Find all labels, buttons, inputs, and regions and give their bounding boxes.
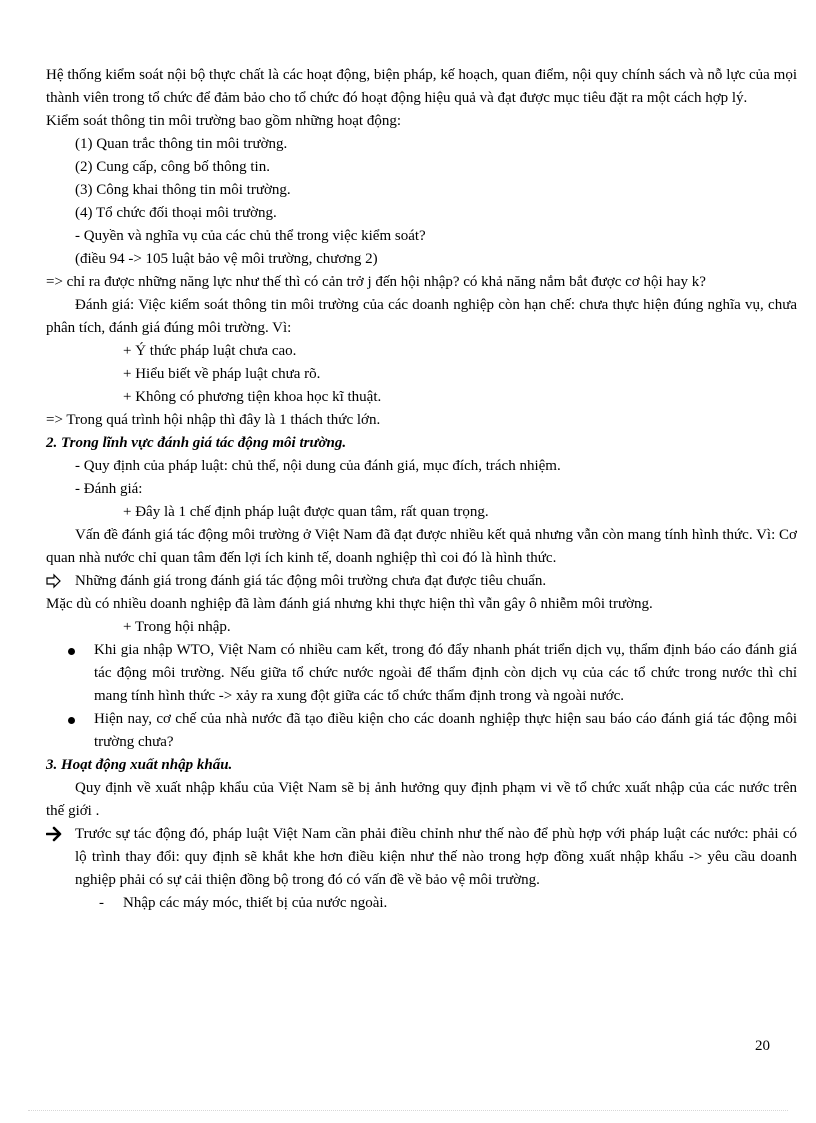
bullet-dot-icon (68, 717, 75, 724)
arrow-list-text: Trước sự tác động đó, pháp luật Việt Nam cần phải điều chỉnh như thế nào để phù hợp với pháp luật các nước: phải có lộ trình thay đổi: quy định sẽ khắt khe hơn điều kiện như thế nào trong hợp đồng xuất nhập khẩu -> yêu cầu doanh nghiệp phải có sự cải thiện đồng bộ trong đó có vấn đề về bảo vệ môi trường. (75, 826, 797, 888)
list-item: + Trong hội nhập. (123, 619, 231, 635)
list-item: (điều 94 -> 105 luật bảo vệ môi trường, chương 2) (75, 251, 378, 267)
hollow-right-arrow-icon (46, 570, 62, 598)
paragraph-import-export: Quy định về xuất nhập khẩu của Việt Nam sẽ bị ảnh hưởng quy định phạm vi về tổ chức xuất nhập của các nước trên thế giới . (46, 780, 797, 819)
bullet-list-item (46, 708, 797, 754)
dash-marker: - (99, 895, 104, 911)
bullet-dot-icon (68, 648, 75, 655)
dash-list-item (46, 892, 797, 915)
list-item: (1) Quan trắc thông tin môi trường. (75, 136, 288, 152)
list-item: + Không có phương tiện khoa học kĩ thuật. (123, 389, 382, 405)
paragraph-conclusion: => Trong quá trình hội nhập thì đây là 1 thách thức lớn. (46, 412, 381, 428)
list-item: (2) Cung cấp, công bố thông tin. (75, 159, 270, 175)
bullet-text: Khi gia nhập WTO, Việt Nam có nhiều cam kết, trong đó đẩy nhanh phát triển dịch vụ, thẩm định báo cáo đánh giá tác động môi trường. Nếu giữa tổ chức nước ngoài để thẩm định còn dịch vụ của các tổ chức trong nước thì chỉ mang tính hình thức -> xảy ra xung đột giữa các tổ chức thẩm định trong và ngoài nước. (94, 642, 797, 704)
arrow-list-item (46, 570, 797, 593)
list-item: + Ý thức pháp luật chưa cao. (123, 343, 297, 359)
page-number: 20 (755, 1038, 770, 1054)
list-item: + Hiểu biết về pháp luật chưa rõ. (123, 366, 321, 382)
list-item: (4) Tổ chức đối thoại môi trường. (75, 205, 277, 221)
paragraph-assessment: Đánh giá: Việc kiểm soát thông tin môi trường của các doanh nghiệp còn hạn chế: chưa thực hiện đúng nghĩa vụ, chưa phân tích, đánh giá đúng môi trường. Vì: (46, 297, 797, 336)
section-heading-2: 2. Trong lĩnh vực đánh giá tác động môi trường. (46, 435, 347, 451)
bold-right-arrow-icon (46, 823, 64, 851)
list-item: - Quyền và nghĩa vụ của các chủ thể trong việc kiểm soát? (75, 228, 426, 244)
paragraph-question: => chỉ ra được những năng lực như thế thì có cản trở j đến hội nhập? có khả năng nắm bắt được cơ hội hay k? (46, 274, 706, 290)
arrow-list-text: Những đánh giá trong đánh giá tác động môi trường chưa đạt được tiêu chuẩn. (75, 573, 547, 589)
bullet-list-item (46, 639, 797, 708)
bullet-text: Hiện nay, cơ chế của nhà nước đã tạo điều kiện cho các doanh nghiệp thực hiện sau báo cáo đánh giá tác động môi trường chưa? (94, 711, 797, 750)
dash-list-text: Nhập các máy móc, thiết bị của nước ngoài. (123, 895, 388, 911)
section-heading-3: 3. Hoạt động xuất nhập khẩu. (46, 757, 233, 773)
paragraph-eia-issue: Vấn đề đánh giá tác động môi trường ở Việt Nam đã đạt được nhiều kết quả nhưng vẫn còn mang tính hình thức. Vì: Cơ quan nhà nước chỉ quan tâm đến lợi ích kinh tế, doanh nghiệp thì coi đó là hình thức. (46, 527, 797, 566)
list-item: - Quy định của pháp luật: chủ thể, nội dung của đánh giá, mục đích, trách nhiệm. (75, 458, 561, 474)
list-item: (3) Công khai thông tin môi trường. (75, 182, 291, 198)
list-item: + Đây là 1 chế định pháp luật được quan tâm, rất quan trọng. (123, 504, 489, 520)
list-item: - Đánh giá: (75, 481, 143, 497)
paragraph-pollution: Mặc dù có nhiều doanh nghiệp đã làm đánh giá nhưng khi thực hiện thì vẫn gây ô nhiễm môi trường. (46, 596, 653, 612)
paragraph-control-activities: Kiểm soát thông tin môi trường bao gồm những hoạt động: (46, 113, 401, 129)
paragraph-intro: Hệ thống kiểm soát nội bộ thực chất là các hoạt động, biện pháp, kế hoạch, quan điểm, nội quy chính sách và nỗ lực của mọi thành viên trong tổ chức để đảm bảo cho tổ chức đó hoạt động hiệu quả và đạt được mục tiêu đặt ra một cách hợp lý. (46, 67, 797, 106)
document-page (46, 64, 797, 915)
arrow-list-item (46, 823, 797, 892)
footer-divider (28, 1110, 788, 1111)
